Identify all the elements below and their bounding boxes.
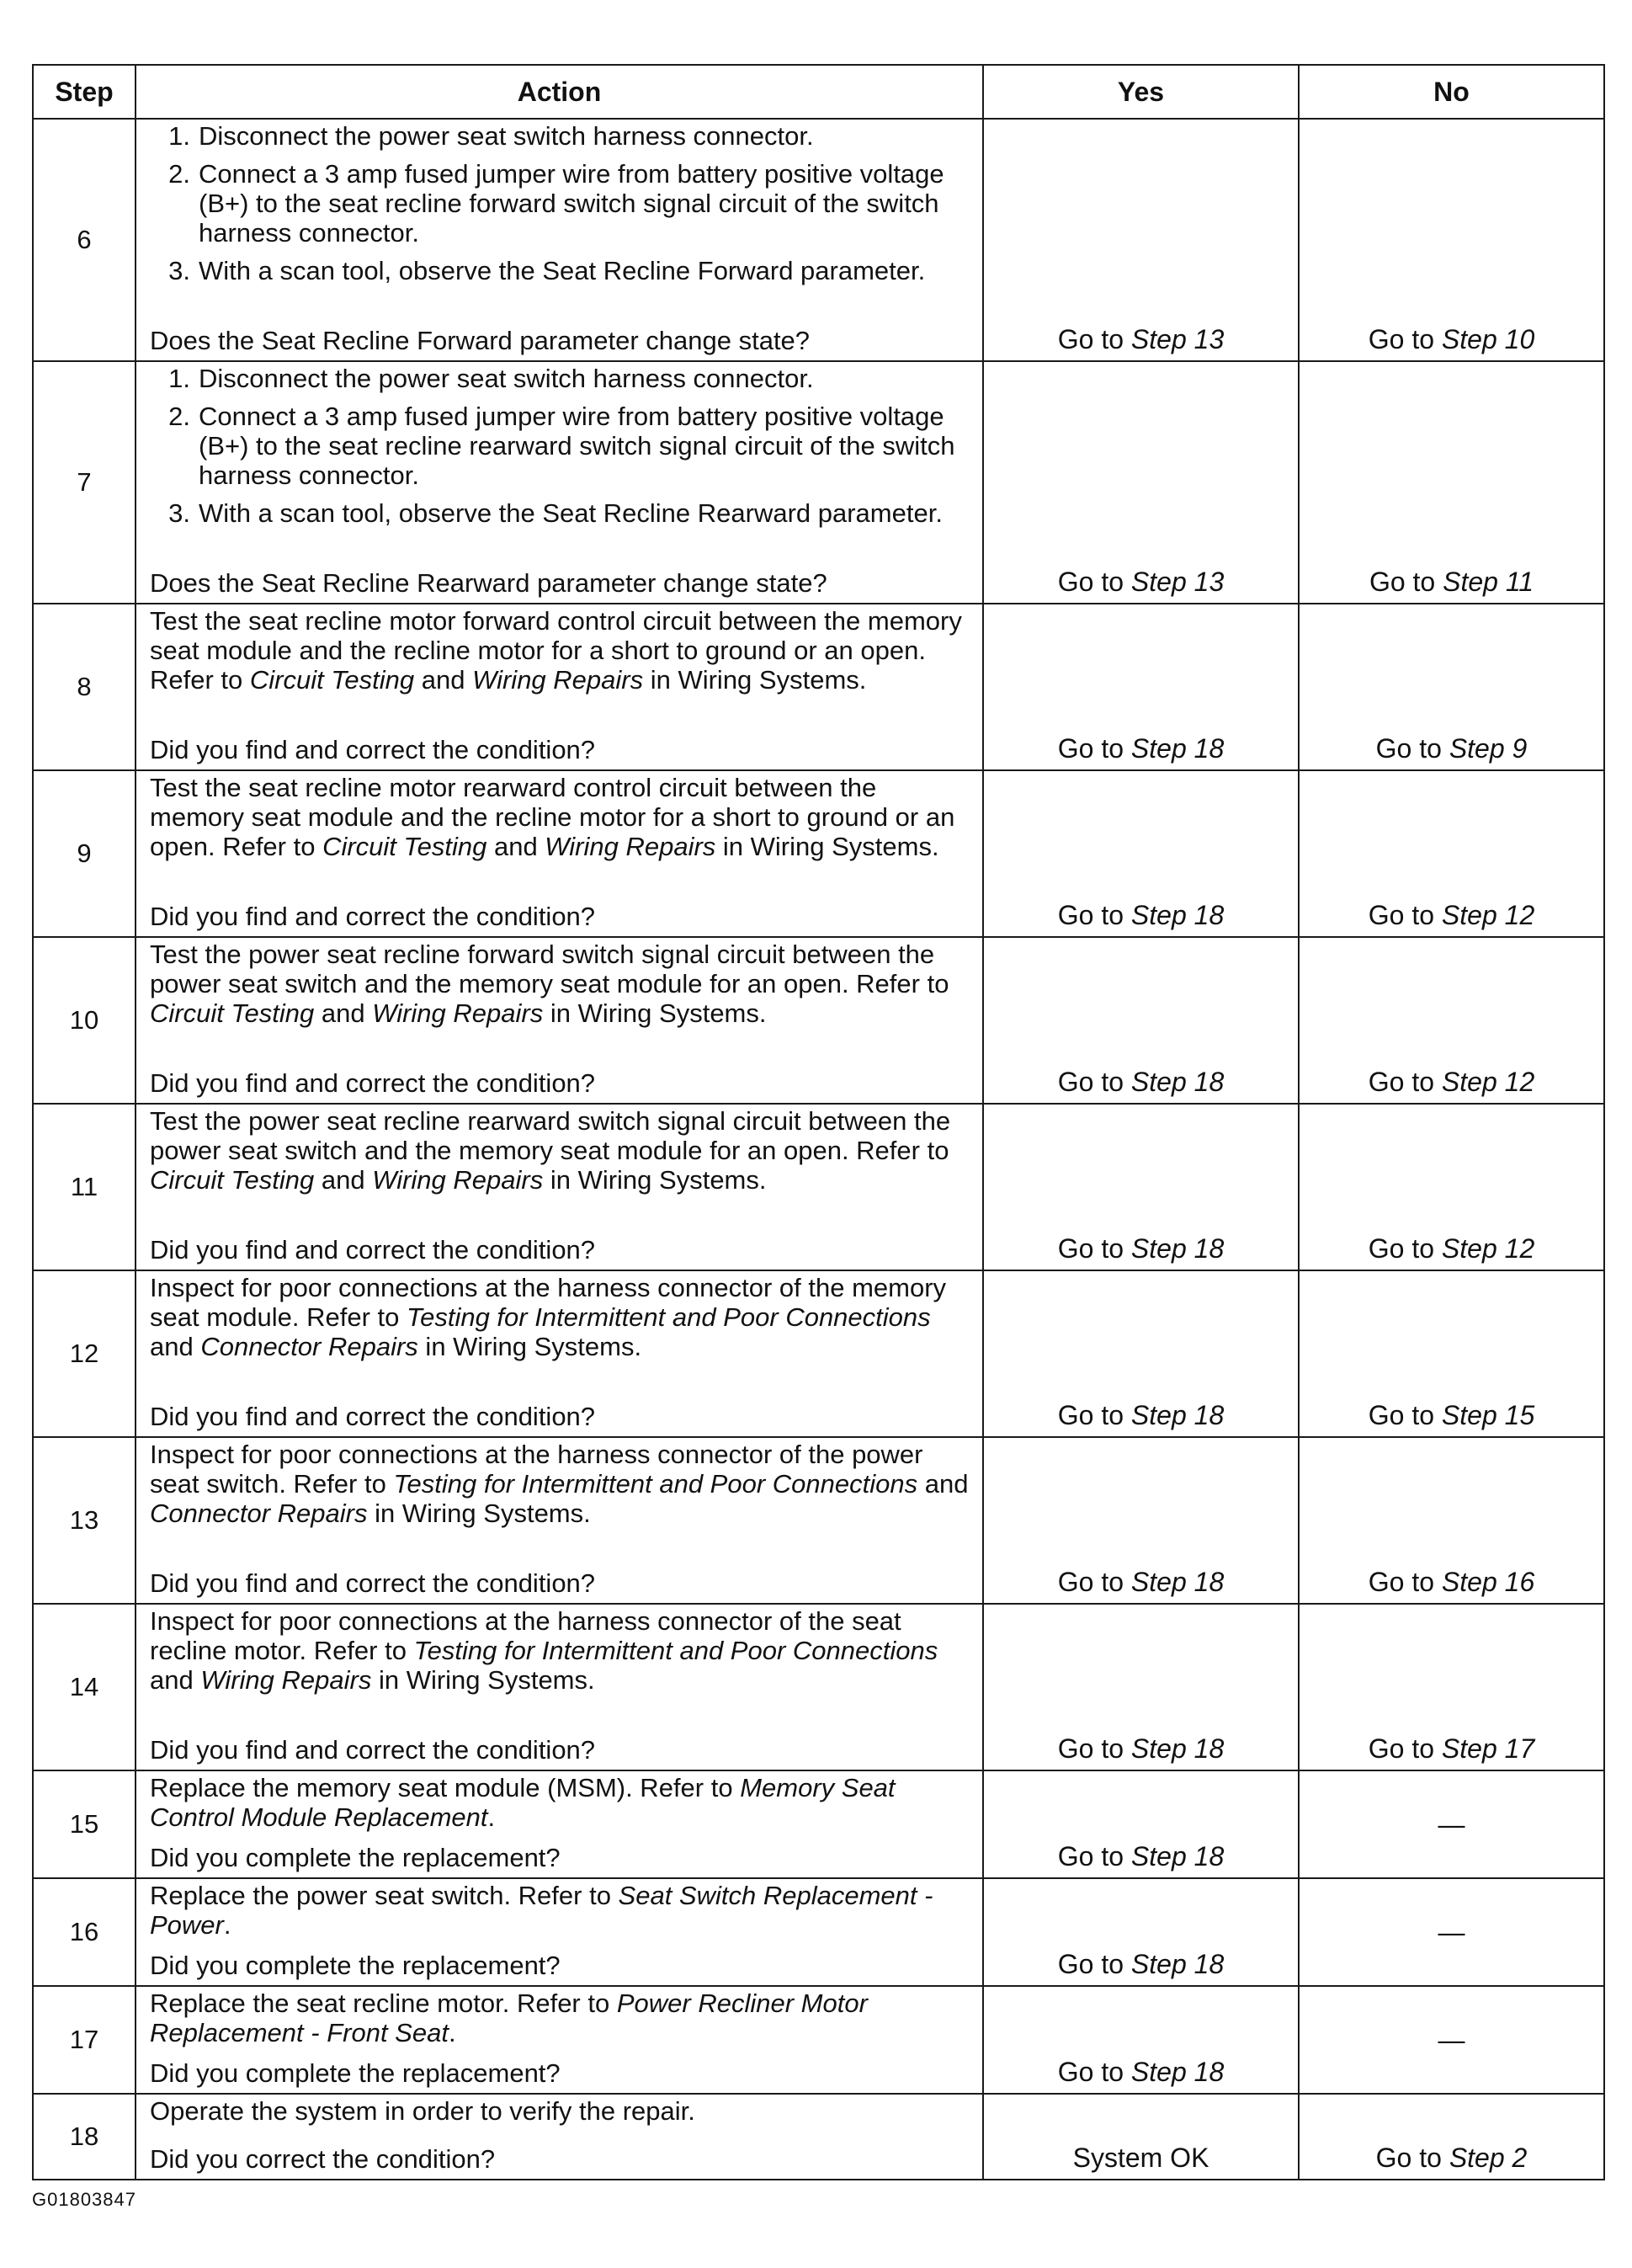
- list-item-text: With a scan tool, observe the Seat Recline Rearward parameter.: [199, 498, 943, 528]
- table-row: [33, 1986, 1604, 2094]
- list-item-text: Connect a 3 amp fused jumper wire from battery positive voltage (B+) to the seat recline forward switch signal circuit of the switch harness connector.: [199, 159, 944, 248]
- list-item-text: Disconnect the power seat switch harness connector.: [199, 364, 814, 393]
- diagnostic-table: [32, 64, 1605, 2180]
- no-result: Go to Step 15: [1299, 1270, 1604, 1437]
- action-question: Did you correct the condition?: [150, 2144, 496, 2174]
- action-cell: [136, 361, 983, 604]
- list-item-number: 3.: [168, 256, 190, 285]
- step-number: 16: [33, 1878, 136, 1986]
- no-result: Go to Step 10: [1299, 119, 1604, 361]
- no-result: Go to Step 9: [1299, 604, 1604, 770]
- no-result: Go to Step 12: [1299, 937, 1604, 1104]
- action-cell: [136, 604, 983, 770]
- action-text: Inspect for poor connections at the harness connector of the memory seat module. Refer to Testing for Intermittent and Poor Connections and Connector Repairs in Wiring Systems.: [150, 1273, 947, 1361]
- yes-result: Go to Step 18: [983, 1986, 1299, 2094]
- action-cell: [136, 937, 983, 1104]
- step-number: 10: [33, 937, 136, 1104]
- header-action: Action: [136, 65, 983, 119]
- list-item-text: Disconnect the power seat switch harness connector.: [199, 121, 814, 151]
- action-cell: [136, 1986, 983, 2094]
- list-item: [150, 364, 970, 393]
- no-result: Go to Step 11: [1299, 361, 1604, 604]
- action-cell: [136, 2094, 983, 2180]
- yes-result: Go to Step 18: [983, 1104, 1299, 1270]
- action-text: Test the power seat recline rearward switch signal circuit between the power seat switch and the memory seat module for an open. Refer to Circuit Testing and Wiring Repairs in Wiring Systems.: [150, 1106, 951, 1195]
- step-number: 17: [33, 1986, 136, 2094]
- table-row: [33, 1104, 1604, 1270]
- table-row: [33, 1878, 1604, 1986]
- table-row: [33, 1437, 1604, 1604]
- yes-result: Go to Step 18: [983, 1270, 1299, 1437]
- yes-result: Go to Step 18: [983, 1878, 1299, 1986]
- action-cell: [136, 770, 983, 937]
- list-item-number: 2.: [168, 402, 190, 431]
- action-question: Did you complete the replacement?: [150, 1843, 561, 1872]
- table-row: [33, 119, 1604, 361]
- no-result: —: [1299, 1986, 1604, 2094]
- table-row: [33, 361, 1604, 604]
- step-number: 9: [33, 770, 136, 937]
- yes-result: System OK: [983, 2094, 1299, 2180]
- list-item-number: 1.: [168, 121, 190, 151]
- action-question: Did you find and correct the condition?: [150, 1735, 596, 1765]
- action-question: Did you find and correct the condition?: [150, 1068, 596, 1098]
- list-item-number: 2.: [168, 159, 190, 189]
- list-item: [150, 159, 970, 248]
- step-number: 7: [33, 361, 136, 604]
- action-question: Did you find and correct the condition?: [150, 1402, 596, 1431]
- no-result: Go to Step 12: [1299, 1104, 1604, 1270]
- step-number: 18: [33, 2094, 136, 2180]
- action-steps-list: [150, 121, 970, 294]
- action-cell: [136, 1104, 983, 1270]
- list-item-number: 1.: [168, 364, 190, 393]
- yes-result: Go to Step 18: [983, 1437, 1299, 1604]
- no-result: —: [1299, 1878, 1604, 1986]
- action-text: Test the power seat recline forward switch signal circuit between the power seat switch and the memory seat module for an open. Refer to Circuit Testing and Wiring Repairs in Wiring Systems.: [150, 940, 949, 1028]
- header-step: Step: [33, 65, 136, 119]
- header-no: No: [1299, 65, 1604, 119]
- step-number: 12: [33, 1270, 136, 1437]
- action-cell: [136, 1604, 983, 1770]
- list-item-text: Connect a 3 amp fused jumper wire from battery positive voltage (B+) to the seat recline rearward switch signal circuit of the switch harness connector.: [199, 402, 955, 490]
- yes-result: Go to Step 18: [983, 604, 1299, 770]
- action-steps-list: [150, 364, 970, 536]
- yes-result: Go to Step 18: [983, 1770, 1299, 1878]
- step-number: 8: [33, 604, 136, 770]
- list-item: [150, 256, 970, 285]
- diagnostic-document: [32, 64, 1603, 2180]
- table-row: [33, 1270, 1604, 1437]
- action-text: Replace the seat recline motor. Refer to Power Recliner Motor Replacement - Front Seat.: [150, 1988, 868, 2047]
- action-cell: [136, 119, 983, 361]
- action-question: Does the Seat Recline Forward parameter change state?: [150, 326, 811, 355]
- yes-result: Go to Step 13: [983, 361, 1299, 604]
- action-cell: [136, 1437, 983, 1604]
- action-text: Test the seat recline motor forward control circuit between the memory seat module and the recline motor for a short to ground or an open. Refer to Circuit Testing and Wiring Repairs in Wiring Systems.: [150, 606, 962, 695]
- step-number: 11: [33, 1104, 136, 1270]
- no-result: Go to Step 2: [1299, 2094, 1604, 2180]
- table-row: [33, 770, 1604, 937]
- action-question: Did you complete the replacement?: [150, 2058, 561, 2088]
- action-question: Does the Seat Recline Rearward parameter change state?: [150, 568, 827, 598]
- table-row: [33, 1604, 1604, 1770]
- action-cell: [136, 1878, 983, 1986]
- no-result: —: [1299, 1770, 1604, 1878]
- step-number: 13: [33, 1437, 136, 1604]
- action-text: Inspect for poor connections at the harness connector of the power seat switch. Refer to Testing for Intermittent and Poor Connections and Connector Repairs in Wiring Systems.: [150, 1440, 969, 1528]
- action-text: Operate the system in order to verify the repair.: [150, 2096, 695, 2126]
- action-question: Did you find and correct the condition?: [150, 1568, 596, 1598]
- yes-result: Go to Step 18: [983, 1604, 1299, 1770]
- action-question: Did you find and correct the condition?: [150, 1235, 596, 1264]
- yes-result: Go to Step 18: [983, 937, 1299, 1104]
- figure-id: G01803847: [32, 2189, 136, 2210]
- table-row: [33, 2094, 1604, 2180]
- list-item: [150, 121, 970, 151]
- step-number: 15: [33, 1770, 136, 1878]
- action-cell: [136, 1270, 983, 1437]
- action-text: Replace the power seat switch. Refer to Seat Switch Replacement - Power.: [150, 1881, 933, 1940]
- table-row: [33, 937, 1604, 1104]
- action-question: Did you find and correct the condition?: [150, 902, 596, 931]
- action-cell: [136, 1770, 983, 1878]
- action-text: Test the seat recline motor rearward control circuit between the memory seat module and the recline motor for a short to ground or an open. Refer to Circuit Testing and Wiring Repairs in Wiring Systems.: [150, 773, 955, 861]
- no-result: Go to Step 16: [1299, 1437, 1604, 1604]
- action-text: Inspect for poor connections at the harness connector of the seat recline motor. Refer to Testing for Intermittent and Poor Connections and Wiring Repairs in Wiring Systems.: [150, 1606, 938, 1695]
- header-yes: Yes: [983, 65, 1299, 119]
- list-item: [150, 402, 970, 490]
- list-item-number: 3.: [168, 498, 190, 528]
- list-item: [150, 498, 970, 528]
- table-header-row: [33, 65, 1604, 119]
- yes-result: Go to Step 18: [983, 770, 1299, 937]
- action-question: Did you complete the replacement?: [150, 1951, 561, 1980]
- step-number: 6: [33, 119, 136, 361]
- list-item-text: With a scan tool, observe the Seat Recline Forward parameter.: [199, 256, 926, 285]
- yes-result: Go to Step 13: [983, 119, 1299, 361]
- step-number: 14: [33, 1604, 136, 1770]
- action-question: Did you find and correct the condition?: [150, 735, 596, 764]
- table-row: [33, 604, 1604, 770]
- action-text: Replace the memory seat module (MSM). Refer to Memory Seat Control Module Replacement.: [150, 1773, 896, 1832]
- no-result: Go to Step 17: [1299, 1604, 1604, 1770]
- table-row: [33, 1770, 1604, 1878]
- no-result: Go to Step 12: [1299, 770, 1604, 937]
